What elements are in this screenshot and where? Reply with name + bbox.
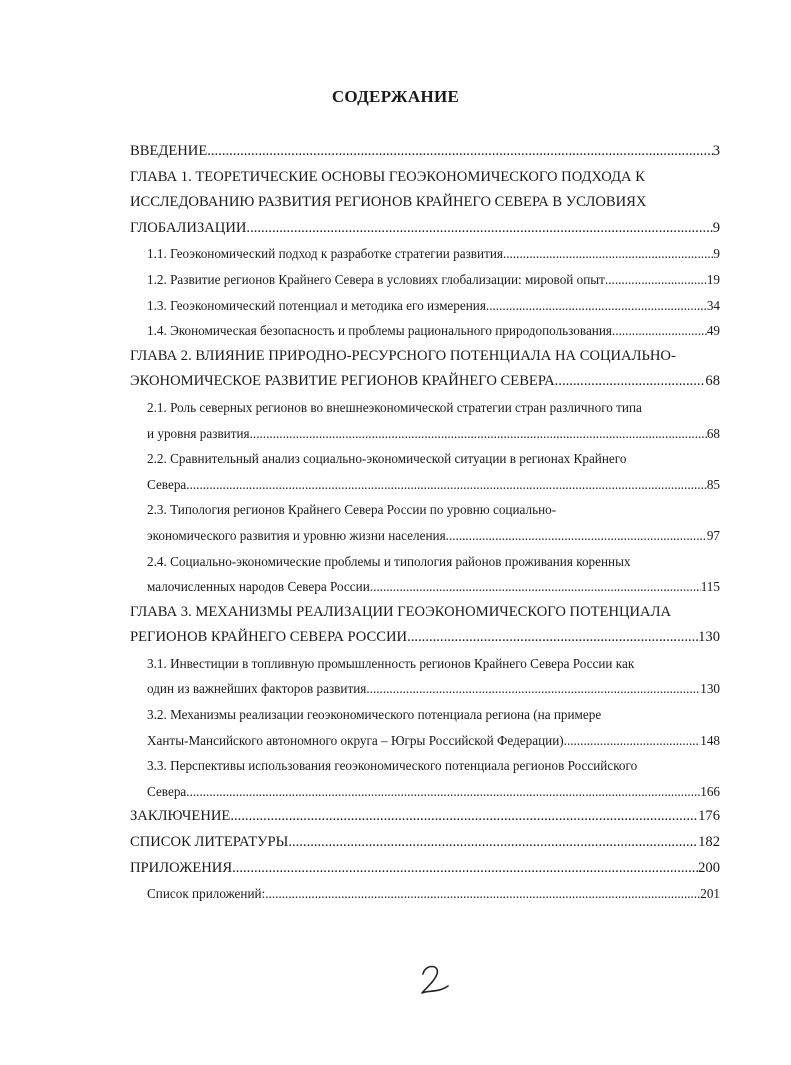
toc-section-entry[interactable] xyxy=(130,446,720,497)
toc-entry-title-line: ГЛАВА 1. ТЕОРЕТИЧЕСКИЕ ОСНОВЫ ГЕОЭКОНОМИЧЕСКОГО ПОДХОДА К xyxy=(130,168,645,185)
dot-leader xyxy=(555,369,706,395)
toc-entry-title: один из важнейших факторов развития xyxy=(147,681,367,697)
toc-page-number: 201 xyxy=(700,886,720,902)
toc-entry-leader-row xyxy=(130,625,720,651)
dot-leader xyxy=(370,574,701,600)
toc-entry-leader-row xyxy=(130,216,720,242)
table-of-contents xyxy=(130,139,720,907)
toc-entry-title-line: 2.4. Социально-экономические проблемы и типология районов проживания коренных xyxy=(147,553,631,569)
page-title: СОДЕРЖАНИЕ xyxy=(331,87,460,106)
toc-entry-title: Севера xyxy=(147,476,187,492)
toc-entry-leader-row xyxy=(147,574,720,600)
toc-section-entry[interactable] xyxy=(130,241,720,267)
toc-page-number: 182 xyxy=(698,834,720,851)
toc-entry-title: 1.4. Экономическая безопасность и проблемы рационального природопользования xyxy=(147,323,612,339)
toc-entry-title-line: 2.1. Роль северных регионов во внешнеэкономической стратегии стран различного типа xyxy=(147,399,642,415)
toc-entry-title: СПИСОК ЛИТЕРАТУРЫ xyxy=(130,834,289,851)
toc-section-entry[interactable] xyxy=(130,293,720,319)
dot-leader xyxy=(407,625,698,651)
toc-entry-title: и уровня развития xyxy=(147,425,250,441)
toc-entry-title: малочисленных народов Севера России xyxy=(147,579,370,595)
toc-entry-title-line: 2.3. Типология регионов Крайнего Севера России по уровню социально- xyxy=(147,502,557,518)
toc-entry-leader-row xyxy=(147,267,720,293)
toc-entry-leader-row xyxy=(147,676,720,702)
toc-page-number: 115 xyxy=(700,579,720,595)
dot-leader xyxy=(232,856,698,882)
dot-leader xyxy=(503,241,713,267)
toc-section-entry[interactable] xyxy=(130,395,720,446)
dot-leader xyxy=(250,421,707,447)
toc-chapter-entry[interactable] xyxy=(130,856,720,882)
toc-entry-title: ВВЕДЕНИЕ xyxy=(130,143,208,159)
toc-entry-title: 1.1. Геоэкономический подход к разработке стратегии развития xyxy=(147,246,503,262)
dot-leader xyxy=(186,779,700,805)
toc-entry-title: РЕГИОНОВ КРАЙНЕГО СЕВЕРА РОССИИ xyxy=(130,629,408,646)
toc-entry-title: ПРИЛОЖЕНИЯ xyxy=(130,859,233,876)
toc-section-entry[interactable] xyxy=(130,267,720,293)
handwritten-page-number-mark xyxy=(418,962,452,996)
dot-leader xyxy=(207,139,712,165)
dot-leader xyxy=(186,472,707,498)
dot-leader xyxy=(605,267,707,293)
toc-section-entry[interactable] xyxy=(130,318,720,344)
toc-entry-leader-row xyxy=(147,523,720,549)
toc-page-number: 130 xyxy=(700,681,720,697)
toc-chapter-entry[interactable] xyxy=(130,600,720,651)
toc-entry-title-line: 3.3. Перспективы использования геоэкономического потенциала регионов Российского xyxy=(147,758,638,774)
toc-page-number: 166 xyxy=(700,783,720,799)
toc-entry-title: экономического развития и уровню жизни населения xyxy=(147,527,446,543)
dot-leader xyxy=(246,216,712,242)
toc-page-number: 176 xyxy=(698,808,720,825)
toc-entry-leader-row xyxy=(130,369,720,395)
toc-entry-title-line: ИССЛЕДОВАНИЮ РАЗВИТИЯ РЕГИОНОВ КРАЙНЕГО СЕВЕРА В УСЛОВИЯХ xyxy=(130,194,647,211)
dot-leader xyxy=(288,830,698,856)
toc-entry-title-line: ГЛАВА 2. ВЛИЯНИЕ ПРИРОДНО-РЕСУРСНОГО ПОТЕНЦИАЛА НА СОЦИАЛЬНО- xyxy=(130,347,676,364)
toc-entry-leader-row xyxy=(147,241,720,267)
toc-entry-title: Ханты-Мансийского автономного округа – Югры Российской Федерации) xyxy=(147,732,564,748)
toc-entry-title-line: 3.2. Механизмы реализации геоэкономического потенциала региона (на примере xyxy=(147,707,602,723)
toc-section-entry[interactable] xyxy=(130,702,720,753)
toc-entry-leader-row xyxy=(130,139,720,165)
dot-leader xyxy=(564,728,701,754)
toc-entry-leader-row xyxy=(130,856,720,882)
toc-chapter-entry[interactable] xyxy=(130,804,720,830)
toc-section-entry[interactable] xyxy=(130,753,720,804)
toc-chapter-entry[interactable] xyxy=(130,165,720,242)
toc-page-number: 148 xyxy=(700,732,720,748)
toc-page-number: 130 xyxy=(698,629,720,646)
toc-page-number: 85 xyxy=(706,476,720,492)
toc-chapter-entry[interactable] xyxy=(130,344,720,395)
toc-entry-title: Список приложений: xyxy=(147,886,266,902)
dot-leader xyxy=(230,804,698,830)
dot-leader xyxy=(486,293,707,319)
dot-leader xyxy=(265,881,700,907)
toc-entry-leader-row xyxy=(147,728,720,754)
toc-entry-leader-row xyxy=(147,293,720,319)
toc-entry-leader-row xyxy=(130,804,720,830)
toc-entry-leader-row xyxy=(147,421,720,447)
toc-page-number: 68 xyxy=(705,373,720,390)
toc-chapter-entry[interactable] xyxy=(130,139,720,165)
toc-section-entry[interactable] xyxy=(130,651,720,702)
toc-page-number: 9 xyxy=(713,246,720,262)
toc-entry-title: ЭКОНОМИЧЕСКОЕ РАЗВИТИЕ РЕГИОНОВ КРАЙНЕГО СЕВЕРА xyxy=(130,373,555,390)
toc-page-number: 9 xyxy=(712,219,720,236)
toc-page-number: 200 xyxy=(698,859,720,876)
toc-entry-title: ЗАКЛЮЧЕНИЕ xyxy=(130,808,231,825)
toc-section-entry[interactable] xyxy=(130,549,720,600)
toc-entry-leader-row xyxy=(147,472,720,498)
toc-entry-title: Севера xyxy=(147,783,187,799)
toc-page-number: 34 xyxy=(706,297,720,313)
toc-page-number: 68 xyxy=(706,425,720,441)
dot-leader xyxy=(446,523,707,549)
toc-section-entry[interactable] xyxy=(130,497,720,548)
toc-chapter-entry[interactable] xyxy=(130,830,720,856)
toc-page-number: 49 xyxy=(706,323,720,339)
toc-entry-title-line: ГЛАВА 3. МЕХАНИЗМЫ РЕАЛИЗАЦИИ ГЕОЭКОНОМИЧЕСКОГО ПОТЕНЦИАЛА xyxy=(130,603,672,620)
dot-leader xyxy=(366,676,700,702)
toc-entry-title-line: 2.2. Сравнительный анализ социально-экономической ситуации в регионах Крайнего xyxy=(147,451,627,467)
toc-entry-title: 1.3. Геоэкономический потенциал и методика его измерения xyxy=(147,297,486,313)
toc-page-number: 97 xyxy=(706,527,720,543)
toc-entry-leader-row xyxy=(147,318,720,344)
toc-entry-title: 1.2. Развитие регионов Крайнего Севера в условиях глобализации: мировой опыт xyxy=(147,271,605,287)
toc-entry-leader-row xyxy=(147,779,720,805)
toc-section-entry[interactable] xyxy=(130,881,720,907)
toc-entry-title: ГЛОБАЛИЗАЦИИ xyxy=(130,219,247,236)
toc-page-number: 19 xyxy=(706,271,720,287)
toc-page-number: 3 xyxy=(712,143,720,159)
toc-entry-leader-row xyxy=(147,881,720,907)
toc-entry-leader-row xyxy=(130,830,720,856)
toc-entry-title-line: 3.1. Инвестиции в топливную промышленность регионов Крайнего Севера России как xyxy=(147,655,635,671)
dot-leader xyxy=(612,318,707,344)
